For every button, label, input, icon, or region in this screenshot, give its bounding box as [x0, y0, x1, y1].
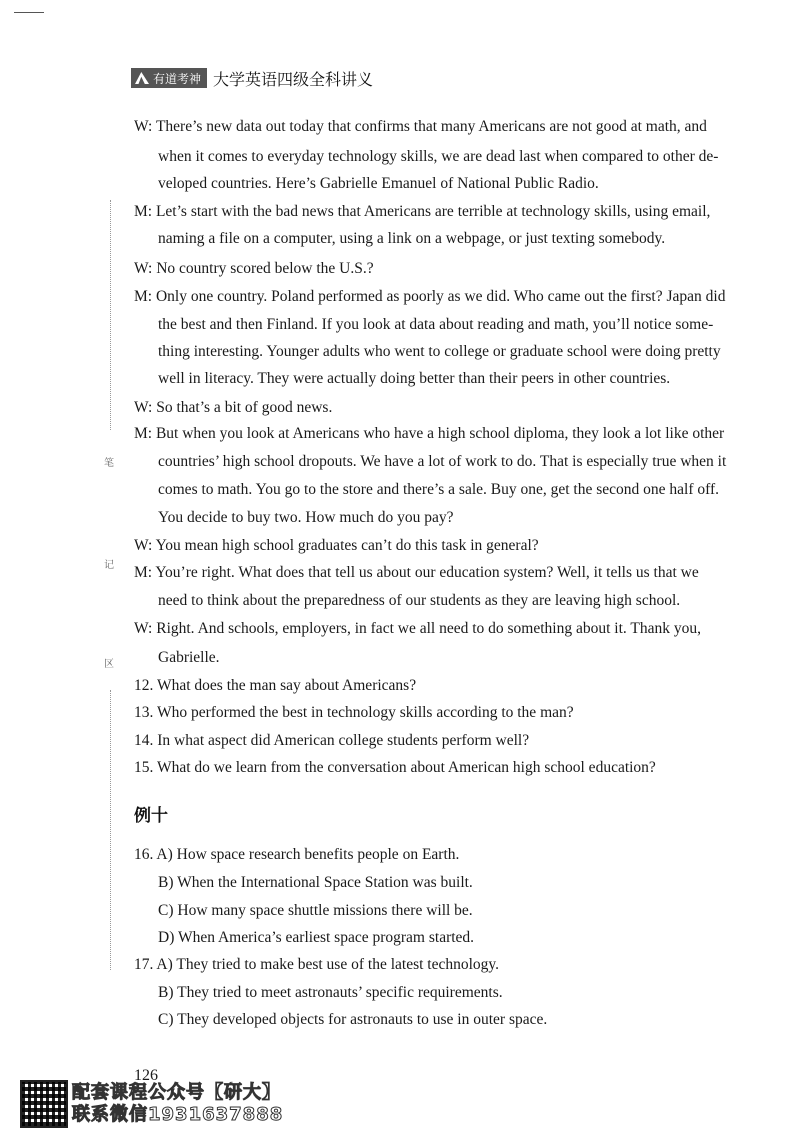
transcript-line: thing interesting. Younger adults who went to college or graduate school were doing pretty — [158, 343, 721, 360]
option-item: C) They developed objects for astronauts to use in outer space. — [158, 1011, 548, 1028]
promo-footer — [20, 1080, 283, 1128]
transcript-line: W: So that’s a bit of good news. — [134, 399, 333, 416]
promo-line: 联系微信1931637888 — [72, 1104, 284, 1125]
transcript-line: M: Let’s start with the bad news that Americans are terrible at technology skills, using email, — [134, 203, 711, 220]
transcript-line: M: You’re right. What does that tell us about our education system? Well, it tells us that we — [134, 564, 699, 581]
transcript-line: W: There’s new data out today that confirms that many Americans are not good at math, and — [134, 118, 707, 135]
transcript-line: Gabrielle. — [158, 649, 220, 666]
transcript-line: veloped countries. Here’s Gabrielle Emanuel of National Public Radio. — [158, 175, 599, 192]
corner-rule — [14, 12, 44, 13]
transcript-line: W: Right. And schools, employers, in fact we all need to do something about it. Thank you, — [134, 620, 701, 637]
margin-dotted-line — [110, 690, 111, 970]
transcript-line: M: Only one country. Poland performed as poorly as we did. Who came out the first? Japan did — [134, 288, 726, 305]
logo-icon — [135, 72, 149, 84]
option-item: 17. A) They tried to make best use of the latest technology. — [134, 956, 500, 973]
page-number: 126 — [134, 1067, 158, 1084]
margin-dotted-line — [110, 200, 111, 430]
transcript-line: M: But when you look at Americans who have a high school diploma, they look a lot like other — [134, 425, 725, 442]
margin-note: 笔 — [104, 458, 114, 469]
logo-text: 有道考神 — [153, 71, 202, 86]
question-item: 14. In what aspect did American college students perform well? — [134, 732, 530, 749]
transcript-line: well in literacy. They were actually doing better than their peers in other countries. — [158, 370, 671, 387]
transcript-line: need to think about the preparedness of our students as they are leaving high school. — [158, 592, 681, 609]
transcript-line: countries’ high school dropouts. We have a lot of work to do. That is especially true when it — [158, 453, 727, 470]
promo-line: 配套课程公众号【研大】 — [72, 1082, 281, 1103]
transcript-line: W: You mean high school graduates can’t do this task in general? — [134, 537, 539, 554]
question-item: 13. Who performed the best in technology skills according to the man? — [134, 704, 574, 721]
option-item: B) When the International Space Station was built. — [158, 874, 473, 891]
margin-note: 记 — [104, 560, 114, 571]
margin-note: 区 — [104, 659, 114, 670]
question-item: 12. What does the man say about Americans? — [134, 677, 417, 694]
transcript-line: naming a file on a computer, using a link on a webpage, or just texting somebody. — [158, 230, 666, 247]
page-header — [131, 66, 373, 90]
qr-code-icon — [20, 1080, 68, 1128]
transcript-line: W: No country scored below the U.S.? — [134, 260, 374, 277]
transcript-line: the best and then Finland. If you look at data about reading and math, you’ll notice some- — [158, 316, 714, 333]
transcript-line: You decide to buy two. How much do you pay? — [158, 509, 454, 526]
question-item: 15. What do we learn from the conversation about American high school education? — [134, 759, 656, 776]
option-item: B) They tried to meet astronauts’ specific requirements. — [158, 984, 503, 1001]
brand-logo — [131, 68, 207, 88]
transcript-line: comes to math. You go to the store and there’s a sale. Buy one, get the second one half off. — [158, 481, 720, 498]
option-item: D) When America’s earliest space program started. — [158, 929, 475, 946]
book-title: 大学英语四级全科讲义 — [213, 69, 374, 89]
section-heading: 例十 — [134, 806, 168, 826]
option-item: 16. A) How space research benefits people on Earth. — [134, 846, 460, 863]
option-item: C) How many space shuttle missions there will be. — [158, 902, 473, 919]
transcript-line: when it comes to everyday technology skills, we are dead last when compared to other de- — [158, 148, 719, 165]
